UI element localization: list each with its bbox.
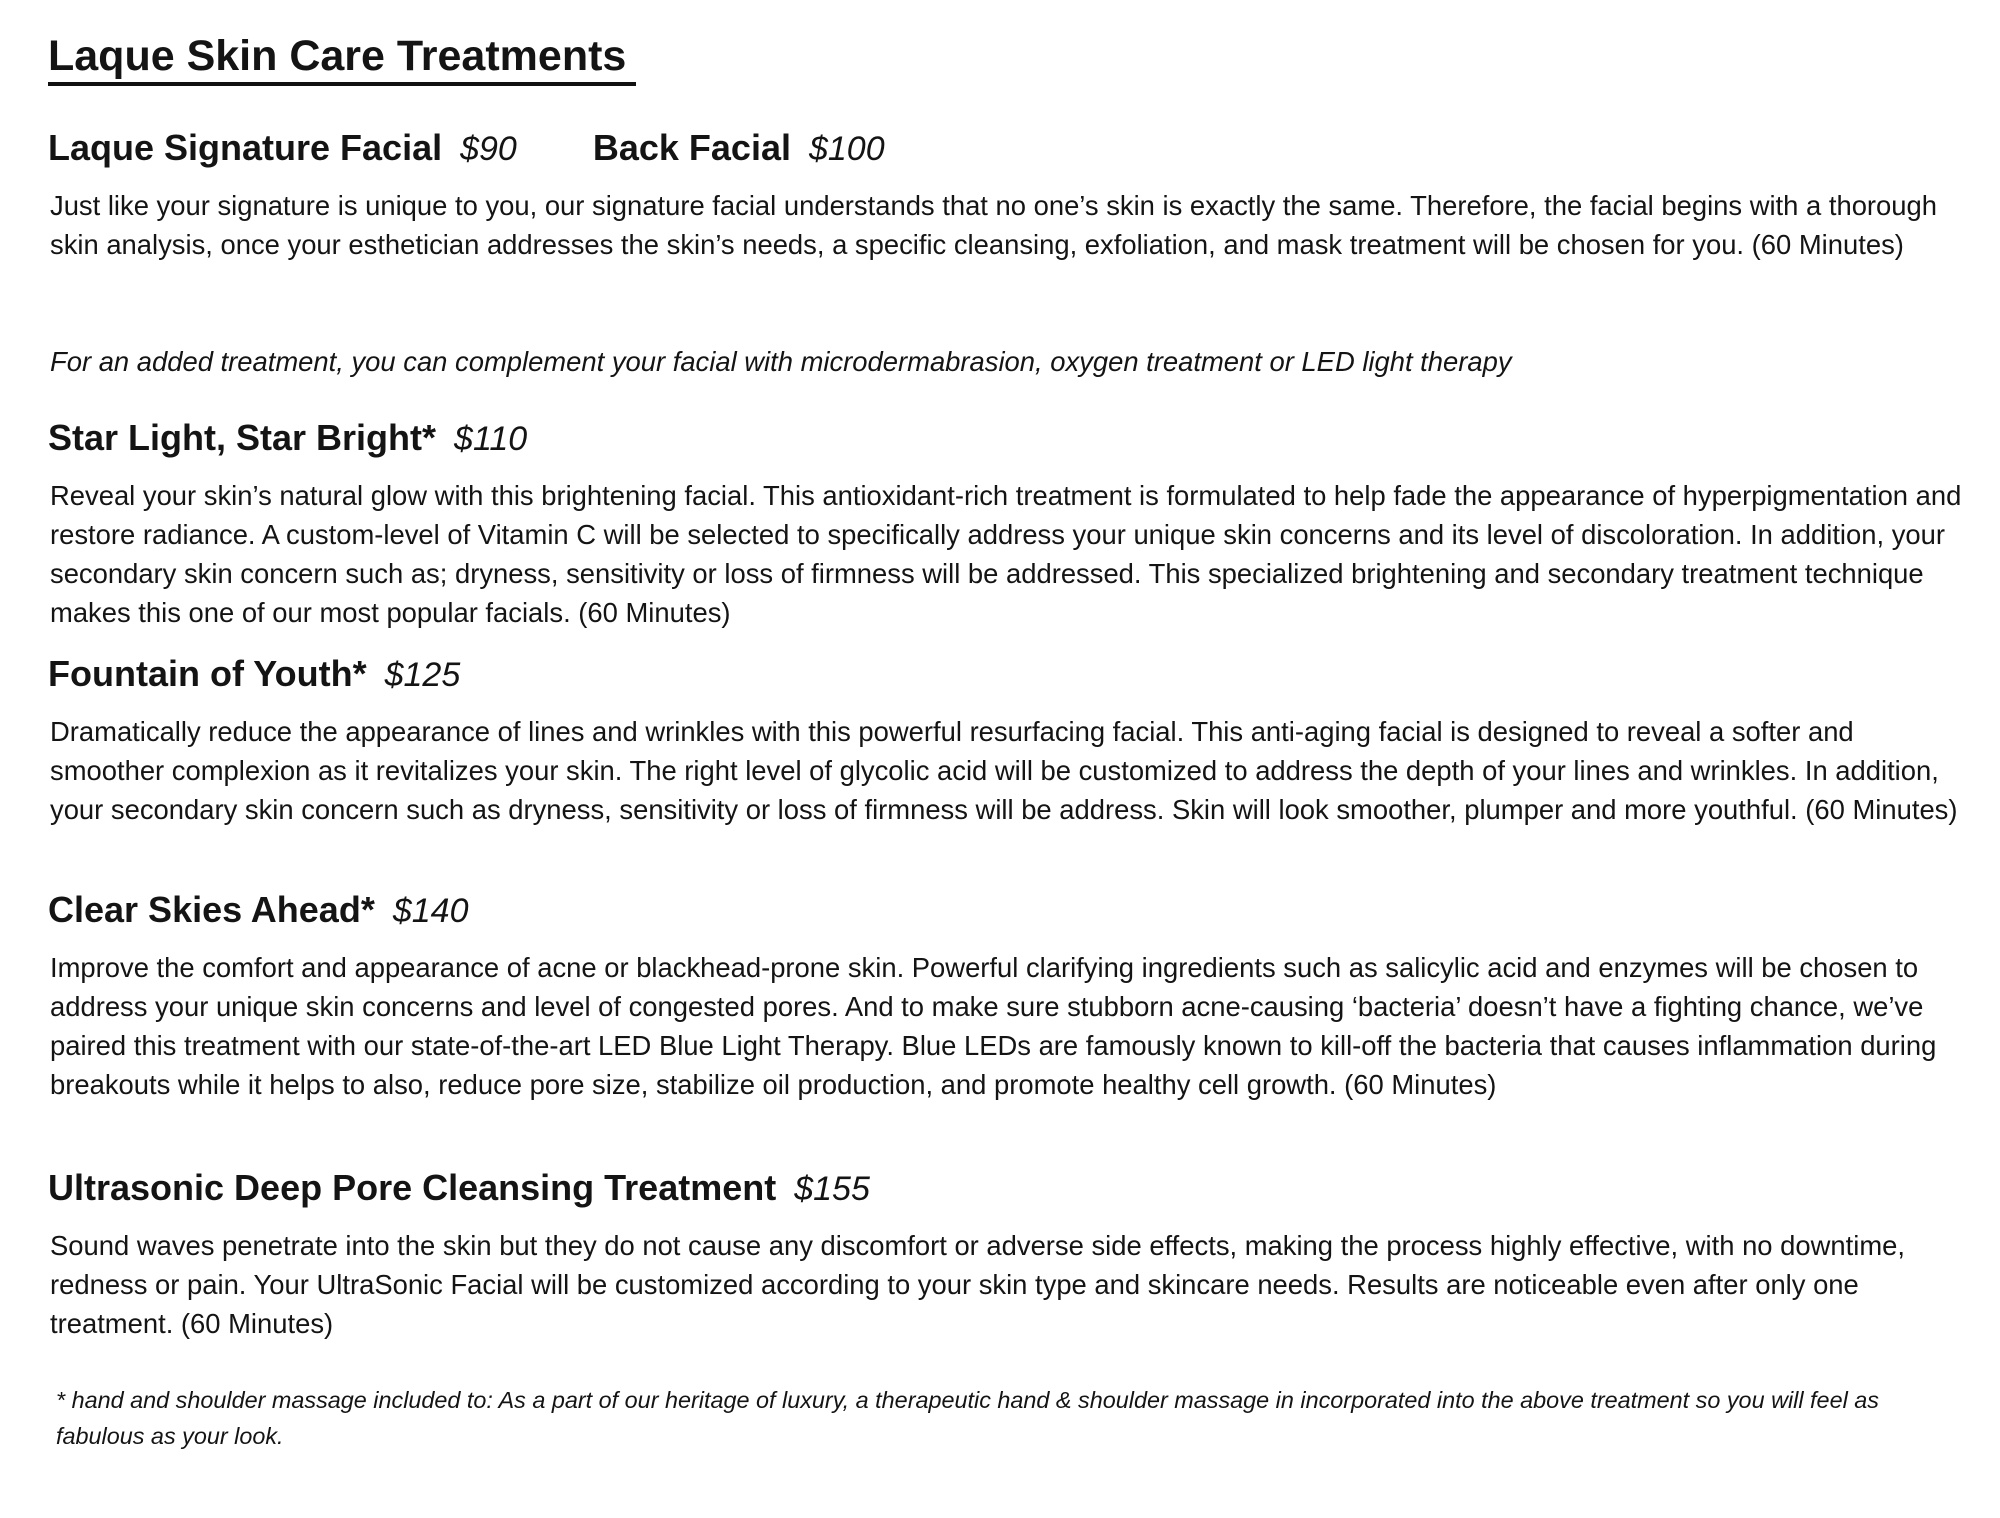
- treatment-name: Ultrasonic Deep Pore Cleansing Treatment: [48, 1167, 777, 1208]
- treatment-name: Clear Skies Ahead*: [48, 889, 375, 930]
- treatment-name: Laque Signature Facial: [48, 127, 443, 168]
- treatment-header-signature-facial: [48, 126, 885, 178]
- treatment-add-on-note: For an added treatment, you can complement your facial with microdermabrasion, oxygen treatment or LED light therapy: [50, 346, 1512, 377]
- treatment-price: $110: [454, 420, 528, 458]
- treatment-description: Improve the comfort and appearance of acne or blackhead-prone skin. Powerful clarifying ingredients such as salicylic acid and enzymes will be chosen to address your unique skin concerns and level of congested pores. And to make sure stubborn acne-causing ‘bacteria’ doesn’t have a fighting chance, we’ve paired this treatment with our state-of-the-art LED Blue Light Therapy. Blue LEDs are famously known to kill-off the bacteria that causes inflammation during breakouts while it helps to also, reduce pore size, stabilize oil production, and promote healthy cell growth. (60 Minutes): [50, 952, 1937, 1100]
- treatment-price: $140: [392, 892, 469, 930]
- treatment-header-fountain-of-youth: [48, 652, 460, 704]
- treatment-price: $90: [460, 130, 517, 168]
- treatment-header-clear-skies: [48, 888, 468, 940]
- treatment-description: Just like your signature is unique to you, our signature facial understands that no one’s skin is exactly the same. Therefore, the facial begins with a thorough skin analysis, once your esthetician addresses the skin’s needs, a specific cleansing, exfoliation, and mask treatment will be chosen for you. (60 Minutes): [50, 190, 1937, 260]
- page-title: Laque Skin Care Treatments: [48, 30, 636, 86]
- treatment-price: $100: [808, 130, 885, 168]
- treatment-name: Star Light, Star Bright*: [48, 417, 437, 458]
- treatment-description: Reveal your skin’s natural glow with this brightening facial. This antioxidant-rich treatment is formulated to help fade the appearance of hyperpigmentation and restore radiance. A custom-level of Vitamin C will be selected to specifically address your unique skin concerns and its level of discoloration. In addition, your secondary skin concern such as; dryness, sensitivity or loss of firmness will be addressed. This specialized brightening and secondary treatment technique makes this one of our most popular facials. (60 Minutes): [50, 480, 1962, 628]
- treatment-description: Sound waves penetrate into the skin but they do not cause any discomfort or adverse side effects, making the process highly effective, with no downtime, redness or pain. Your UltraSonic Facial will be customized according to your skin type and skincare needs. Results are noticeable even after only one treatment. (60 Minutes): [50, 1230, 1905, 1339]
- treatment-header-ultrasonic: [48, 1166, 870, 1218]
- treatment-description: Dramatically reduce the appearance of lines and wrinkles with this powerful resurfacing facial. This anti-aging facial is designed to reveal a softer and smoother complexion as it revitalizes your skin. The right level of glycolic acid will be customized to address the depth of your lines and wrinkles. In addition, your secondary skin concern such as dryness, sensitivity or loss of firmness will be address. Skin will look smoother, plumper and more youthful. (60 Minutes): [50, 716, 1958, 825]
- treatment-price: $125: [384, 656, 461, 694]
- treatment-price: $155: [794, 1170, 870, 1208]
- treatment-header-star-light: [48, 416, 527, 468]
- treatment-name: Fountain of Youth*: [48, 653, 367, 694]
- massage-footnote: * hand and shoulder massage included to: As a part of our heritage of luxury, a therapeutic hand & shoulder massage in incorporated into the above treatment so you will feel as fabulous as your look.: [56, 1387, 1879, 1449]
- treatment-menu: [48, 30, 1968, 1449]
- treatment-name: Back Facial: [592, 127, 791, 168]
